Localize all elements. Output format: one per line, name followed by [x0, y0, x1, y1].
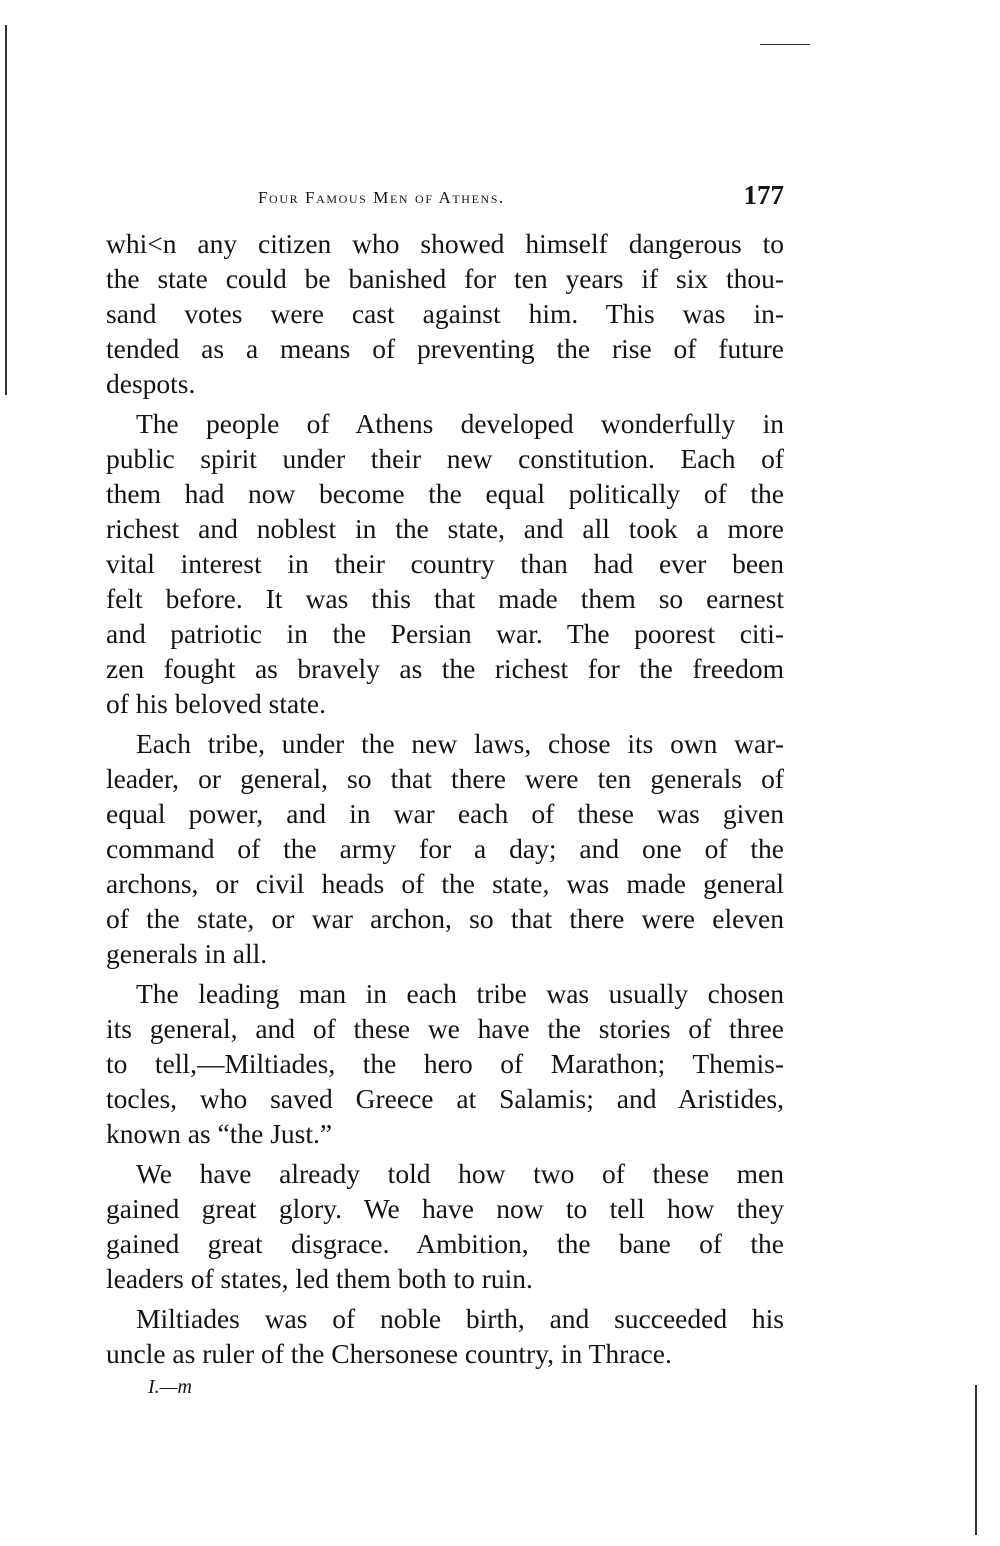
scan-edge-line-top-right [760, 44, 810, 45]
text-line: uncle as ruler of the Chersonese country, in Thrace. [106, 1338, 672, 1369]
text-line: known as “the Just.” [106, 1118, 333, 1149]
text-line: to tell,—Miltiades, the hero of Marathon; Themis- [106, 1048, 784, 1079]
paragraph [106, 726, 784, 971]
text-line: Each tribe, under the new laws, chose its own war- [136, 728, 784, 759]
text-line: command of the army for a day; and one of the [106, 833, 784, 864]
text-line: The people of Athens developed wonderfully in [136, 408, 784, 439]
text-line: equal power, and in war each of these was given [106, 798, 784, 829]
text-line: leaders of states, led them both to ruin. [106, 1263, 533, 1294]
text-line: them had now become the equal politically of the [106, 478, 784, 509]
signature-mark: I.—m [148, 1376, 192, 1398]
text-line: tocles, who saved Greece at Salamis; and Aristides, [106, 1083, 784, 1114]
paragraph [106, 1301, 784, 1371]
text-line: and patriotic in the Persian war. The poorest citi- [106, 618, 784, 649]
text-line: sand votes were cast against him. This was in- [106, 298, 784, 329]
text-line: zen fought as bravely as the richest for the freedom [106, 653, 784, 684]
paragraph [106, 226, 784, 401]
scan-edge-line-bottom-right [975, 1385, 977, 1535]
text-line: public spirit under their new constitution. Each of [106, 443, 784, 474]
paragraph [106, 406, 784, 721]
text-line: gained great glory. We have now to tell how they [106, 1193, 784, 1224]
text-line: despots. [106, 368, 196, 399]
paragraph [106, 1156, 784, 1296]
running-head [258, 180, 788, 216]
text-line: The leading man in each tribe was usually chosen [136, 978, 784, 1009]
text-line: whi<n any citizen who showed himself dangerous to [106, 228, 784, 259]
text-line: vital interest in their country than had ever been [106, 548, 784, 579]
text-line: felt before. It was this that made them so earnest [106, 583, 784, 614]
paragraph [106, 976, 784, 1151]
text-line: leader, or general, so that there were ten generals of [106, 763, 784, 794]
text-line: of the state, or war archon, so that there were eleven [106, 903, 784, 934]
running-head-title: Four Famous Men of Athens. [258, 188, 505, 207]
text-line: generals in all. [106, 938, 268, 969]
scan-edge-line-left [5, 25, 7, 395]
text-line: of his beloved state. [106, 688, 326, 719]
text-line: gained great disgrace. Ambition, the bane of the [106, 1228, 784, 1259]
text-line: tended as a means of preventing the rise of future [106, 333, 784, 364]
text-line: Miltiades was of noble birth, and succeeded his [136, 1303, 784, 1334]
text-line: richest and noblest in the state, and all took a more [106, 513, 784, 544]
body-text [106, 226, 784, 1371]
page-number: 177 [743, 180, 784, 210]
text-line: We have already told how two of these men [136, 1158, 784, 1189]
text-line: the state could be banished for ten years if six thou- [106, 263, 784, 294]
text-line: archons, or civil heads of the state, was made general [106, 868, 784, 899]
text-line: its general, and of these we have the stories of three [106, 1013, 784, 1044]
